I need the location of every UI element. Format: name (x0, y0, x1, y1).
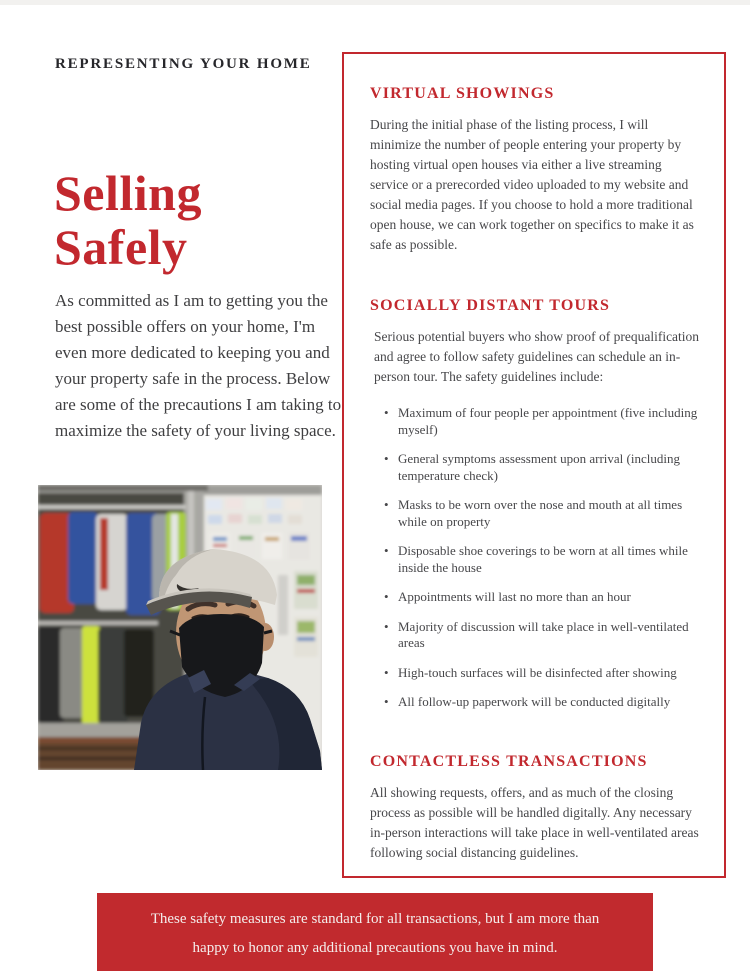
section-body-contactless-transactions: All showing requests, offers, and as much of the closing process as possible will be handled digitally. Any necessary in-person interactions will take place in well-ventilated areas following social distancing guidelines. (370, 784, 699, 860)
list-item: • Maximum of four people per appointment (five including myself) (384, 405, 700, 438)
safety-info-panel (342, 52, 726, 878)
section-contactless-transactions (370, 753, 700, 863)
list-item: • Appointments will last no more than an hour (384, 589, 700, 606)
list-item: • All follow-up paperwork will be conducted digitally (384, 694, 700, 711)
list-item: • Disposable shoe coverings to be worn at all times while inside the house (384, 543, 700, 576)
list-item: • General symptoms assessment upon arrival (including temperature check) (384, 451, 700, 484)
photo-illustration (38, 485, 322, 770)
section-body-virtual-showings: During the initial phase of the listing process, I will minimize the number of people entering your property by hosting virtual open houses via either a live streaming service or a prerecorded video uploaded to my website and social media pages. If you choose to hold a more traditional open house, we can work together on specifics to make it as safe as possible. (370, 117, 694, 252)
section-heading-socially-distant-tours: SOCIALLY DISTANT TOURS (370, 297, 611, 314)
bottom-note-text: These safety measures are standard for all transactions, but I am more than happy to honor any additional precautions you have in mind. (150, 911, 600, 956)
list-item: • High-touch surfaces will be disinfected after showing (384, 665, 700, 682)
list-item: • Majority of discussion will take place in well-ventilated areas (384, 619, 700, 652)
safety-guidelines-list (384, 405, 700, 711)
eyebrow-heading: REPRESENTING YOUR HOME (55, 56, 312, 72)
list-item: • Masks to be worn over the nose and mouth at all times while on property (384, 497, 700, 530)
page-title-line-2: Safely (54, 219, 188, 275)
page-top-edge (0, 0, 750, 5)
section-heading-virtual-showings: VIRTUAL SHOWINGS (370, 85, 555, 102)
page-title-line-1: Selling (54, 165, 202, 221)
clothing-store-masked-man-photo (38, 485, 322, 770)
section-body-socially-distant-tours: Serious potential buyers who show proof of prequalification and agree to follow safety guidelines can schedule an in-person tour. The safety guidelines include: (374, 329, 700, 384)
bottom-note-banner (97, 893, 653, 971)
page-title (54, 166, 202, 274)
section-heading-contactless-transactions: CONTACTLESS TRANSACTIONS (370, 752, 648, 770)
section-virtual-showings (370, 85, 700, 255)
section-socially-distant-tours (370, 297, 700, 711)
intro-paragraph: As committed as I am to getting you the best possible offers on your home, I'm even more dedicated to keeping you and your property safe in the process. Below are some of the precautions I am taking to maximize the safety of your living space. (55, 291, 342, 440)
